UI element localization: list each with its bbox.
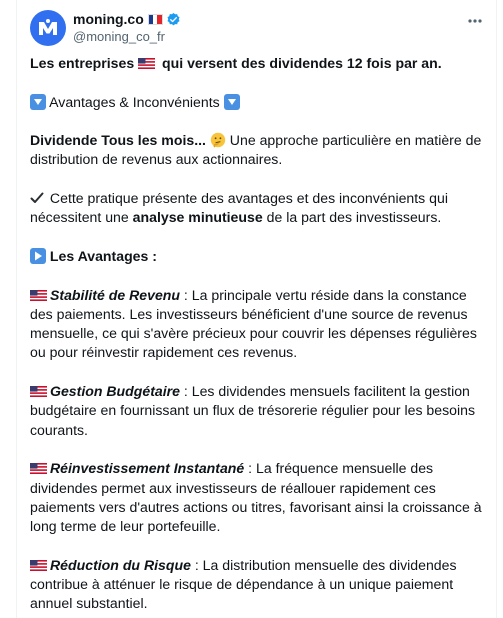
advantage-text: : La distribution mensuelle des dividendes contribue à atténuer le risque de dépendance à un unique paiement annuel substantiel.	[30, 556, 457, 612]
practice-bold: analyse minutieuse	[132, 209, 263, 226]
advantages-heading: Les Avantages :	[49, 247, 157, 264]
advantage-item	[30, 556, 492, 614]
right-border	[496, 0, 497, 618]
moning-logo-icon[interactable]	[30, 10, 66, 46]
advantage-text: : Les dividendes mensuels facilitent la gestion budgétaire en fournissant un flux de trésorerie régulier pour les besoins courants.	[30, 383, 475, 438]
down-arrow-button-icon	[224, 94, 240, 110]
us-flag-icon	[30, 463, 47, 474]
advantage-title: Réduction du Risque	[50, 556, 191, 573]
more-options-icon[interactable]	[466, 14, 484, 28]
advantage-text: : La principale vertu réside dans la constance des paiements. Les investisseurs bénéficient d'une source de revenus mensuelle, ce qui s'avère précieux pour couvrir les dépenses régulières ou pour réinvestir rapidement ces revenus.	[30, 286, 477, 361]
thinking-face-icon	[210, 132, 226, 148]
us-flag-icon	[30, 290, 47, 301]
left-border	[16, 0, 17, 618]
advantage-item	[30, 286, 492, 363]
advantage-title: Stabilité de Revenu	[50, 286, 181, 303]
down-arrow-button-icon	[30, 94, 46, 110]
advantage-title: Réinvestissement Instantané	[50, 460, 245, 477]
us-flag-icon	[30, 386, 47, 397]
text-line: qui versent des dividendes 12 fois par an.	[162, 55, 442, 71]
advantage-item	[30, 459, 492, 536]
us-flag-icon	[138, 58, 155, 69]
france-flag-icon	[148, 14, 163, 25]
advantage-text: : La fréquence mensuelle des dividendes permet aux investisseurs de réallouer rapidement ces paiements vers d'autres actions ou titres, favorisant ainsi la croissance à long terme de leur portefeuille.	[30, 460, 482, 535]
text-line: Les entreprises	[30, 55, 135, 71]
us-flag-icon	[30, 560, 47, 571]
dividend-heading: Dividende Tous les mois...	[30, 132, 206, 149]
advantage-item	[30, 382, 492, 440]
play-button-icon	[30, 248, 46, 264]
tweet-text	[30, 54, 492, 614]
author-block	[73, 10, 181, 44]
author-handle[interactable]: @moning_co_fr	[73, 29, 165, 44]
check-mark-icon	[30, 191, 44, 205]
practice-text-end: de la part des investisseurs.	[266, 209, 442, 226]
verified-badge-icon	[166, 12, 181, 27]
pros-cons-heading: Avantages & Inconvénients	[49, 93, 220, 110]
advantage-title: Gestion Budgétaire	[50, 383, 180, 400]
dividend-text: Une approche particulière en matière de distribution de revenus aux actionnaires.	[30, 132, 482, 168]
author-name[interactable]: moning.co	[73, 11, 144, 27]
practice-text: Cette pratique présente des avantages et des inconvénients qui nécessitent une	[30, 190, 448, 226]
